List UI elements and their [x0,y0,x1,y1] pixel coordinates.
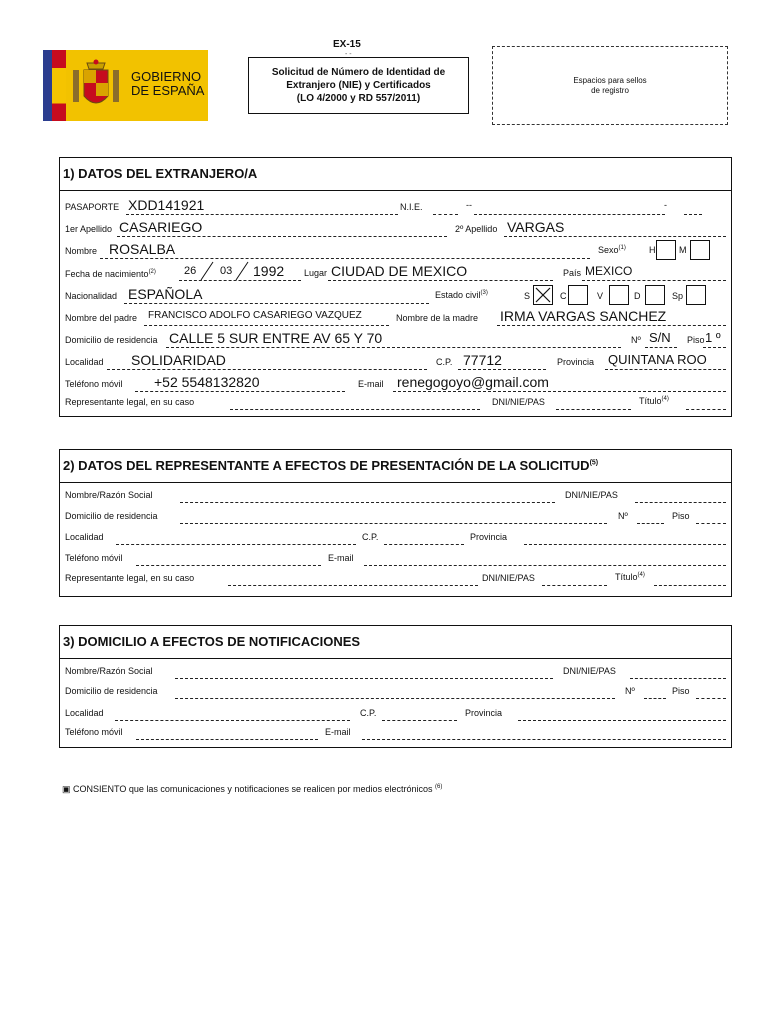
padre-value[interactable]: FRANCISCO ADOLFO CASARIEGO VAZQUEZ [148,310,362,321]
rep-localidad-label: Localidad [65,532,104,542]
consent-sup: (6) [435,784,443,790]
estado-s-checkbox[interactable] [533,285,553,305]
sexo-m-checkbox[interactable] [690,240,710,260]
section2-title-sup: (5) [589,459,599,467]
nombre-value[interactable]: ROSALBA [109,241,176,257]
apellido1-line [117,236,447,237]
rep-num-label: Nº [618,511,628,521]
rep-piso-label: Piso [672,511,690,521]
rep-telefono-line [136,565,321,566]
padre-line [144,325,389,326]
lugar-value[interactable]: CIUDAD DE MEXICO [331,263,468,279]
coat-of-arms-icon [69,58,123,114]
apellido2-line [504,236,726,237]
fecha-line [179,280,301,281]
localidad-label: Localidad [65,357,104,367]
not-domicilio-line [175,698,615,699]
not-localidad-line [115,720,350,721]
fecha-anio[interactable]: 1992 [253,263,285,279]
pasaporte-value[interactable]: XDD141921 [128,197,205,213]
rep-piso-line [696,523,726,524]
padre-label: Nombre del padre [65,313,138,323]
section3-rule [60,658,731,659]
pais-label: País [563,268,582,278]
not-telefono-label: Teléfono móvil [65,727,123,737]
pais-value[interactable]: MEXICO [585,264,633,278]
section-notifications [59,625,732,748]
cp-line [458,369,546,370]
fecha-sup: (2) [148,269,156,275]
estado-sp-label: Sp [672,291,684,301]
nie-mid: -- [466,200,472,210]
rep-dni-line [635,502,726,503]
nombre-line [100,258,590,259]
nie-line2 [474,214,665,215]
dni-label: DNI/NIE/PAS [492,397,545,407]
rep-dni2-line [542,585,607,586]
sexo-m-label: M [679,245,687,255]
titulo-sup: (4) [661,396,669,402]
nacionalidad-value[interactable]: ESPAÑOLA [128,286,203,302]
government-logo [43,50,208,121]
sexo-sup: (1) [618,245,626,251]
section-representative [59,449,732,597]
sexo-label [598,245,626,255]
telefono-label: Teléfono móvil [65,379,123,389]
form-title-box [248,57,469,114]
not-localidad-label: Localidad [65,708,104,718]
rep-localidad-line [116,544,356,545]
form-title-line2: Extranjero (NIE) y Certificados [286,80,431,91]
rep-email-line [364,565,726,566]
section2-title [63,458,598,473]
sexo-label-text: Sexo [598,245,619,255]
not-email-line [362,739,726,740]
estado-d-checkbox[interactable] [645,285,665,305]
not-cp-label: C.P. [360,708,377,718]
rep-dni-label: DNI/NIE/PAS [565,490,618,500]
email-line [393,391,726,392]
rep-num-line [637,523,664,524]
dni-line [556,409,631,410]
titulo-line [686,409,726,410]
form-title-line1: Solicitud de Número de Identidad de [271,67,446,78]
piso-line [703,347,726,348]
estado-s-label: S [524,291,531,301]
section1-title: 1) DATOS DEL EXTRANJERO/A [63,166,258,181]
not-nombre-label: Nombre/Razón Social [65,666,153,676]
estado-v-checkbox[interactable] [609,285,629,305]
provincia-value[interactable]: QUINTANA ROO [608,352,707,367]
form-code-sub: - - [345,51,352,58]
form-code: EX-15 [333,39,361,50]
rep-telefono-label: Teléfono móvil [65,553,123,563]
num-label: Nº [631,335,641,345]
num-line [645,347,677,348]
rep-email-label: E-mail [328,553,354,563]
consent-text: CONSIENTO que las comunicaciones y notificaciones se realicen por medios electrónicos [73,784,433,794]
eu-flag-strip [43,50,52,121]
localidad-line [107,369,427,370]
estado-v-label: V [597,291,604,301]
not-nombre-line [175,678,553,679]
email-label: E-mail [358,379,384,389]
apellido2-label: 2º Apellido [455,224,498,234]
rep-label: Representante legal, en su caso [65,397,195,407]
apellido2-value[interactable]: VARGAS [507,219,565,235]
sexo-h-label: H [649,245,656,255]
titulo-label-text: Título [639,396,662,406]
apellido1-label: 1er Apellido [65,224,113,234]
telefono-line [135,391,345,392]
rep-line [230,409,480,410]
madre-line [497,325,726,326]
spain-flag-strip [52,50,66,121]
not-piso-label: Piso [672,686,690,696]
date-separator-1 [199,261,215,281]
gov-name-line2: DE ESPAÑA [131,83,205,98]
nombre-label: Nombre [65,246,98,256]
not-provincia-label: Provincia [465,708,503,718]
rep-provincia-label: Provincia [470,532,508,542]
estado-sup: (3) [480,290,488,296]
not-provincia-line [518,720,726,721]
rep-titulo-sup: (4) [637,572,645,578]
section2-title-text: 2) DATOS DEL REPRESENTANTE A EFECTOS DE PRESENTACIÓN DE LA SOLICITUD [63,458,590,473]
consent-row[interactable] [62,784,442,795]
fecha-label [65,269,156,279]
not-telefono-line [136,739,318,740]
rep-titulo-label [615,572,645,582]
not-dni-label: DNI/NIE/PAS [563,666,616,676]
rep-cp-label: C.P. [362,532,379,542]
nie-line3 [684,214,702,215]
rep-domicilio-line [180,523,607,524]
nacionalidad-label: Nacionalidad [65,291,118,301]
rep-dni2-label: DNI/NIE/PAS [482,573,535,583]
nie-line1 [433,214,458,215]
piso-label: Piso [687,335,705,345]
provincia-line [605,369,726,370]
estado-sp-checkbox[interactable] [686,285,706,305]
madre-label: Nombre de la madre [396,313,479,323]
rep-nombre-line [180,502,555,503]
estado-d-label: D [634,291,641,301]
rep-provincia-line [524,544,726,545]
estado-label-text: Estado civil [435,290,481,300]
registry-stamp-box [492,46,728,125]
not-num-line [644,698,666,699]
cp-label: C.P. [436,357,453,367]
stamp-line2: de registro [591,86,629,95]
rep-cp-line [384,544,464,545]
rep-titulo-line [654,585,726,586]
estado-c-checkbox[interactable] [568,285,588,305]
checked-x-icon [534,286,552,304]
rep-titulo-label-text: Título [615,572,638,582]
section3-title: 3) DOMICILIO A EFECTOS DE NOTIFICACIONES [63,634,361,649]
gov-name-line1: GOBIERNO [131,69,202,84]
nie-sep: - [664,200,667,210]
localidad-value[interactable]: SOLIDARIDAD [131,352,226,368]
consent-checkbox-icon[interactable]: ▣ [62,784,71,794]
provincia-label: Provincia [557,357,595,367]
domicilio-line [166,347,621,348]
not-num-label: Nº [625,686,635,696]
sexo-h-checkbox[interactable] [656,240,676,260]
date-separator-2 [234,261,250,281]
pasaporte-label: PASAPORTE [65,202,120,212]
rep-domicilio-label: Domicilio de residencia [65,511,158,521]
nacionalidad-line [124,303,429,304]
madre-value[interactable]: IRMA VARGAS SANCHEZ [500,308,667,324]
not-email-label: E-mail [325,727,351,737]
not-piso-line [696,698,726,699]
email-value[interactable]: renegogoyo@gmail.com [397,374,549,390]
stamp-line1: Espacios para sellos [573,76,647,85]
rep-rep-label: Representante legal, en su caso [65,573,195,583]
section-foreigner-data [59,157,732,417]
num-value[interactable]: S/N [649,330,671,345]
cp-value[interactable]: 77712 [463,352,502,368]
piso-value[interactable]: 1 º [705,330,721,345]
fecha-dia[interactable]: 26 [184,265,197,277]
fecha-label-text: Fecha de nacimiento [65,269,149,279]
not-domicilio-label: Domicilio de residencia [65,686,158,696]
apellido1-value[interactable]: CASARIEGO [119,219,203,235]
form-title-line3: (LO 4/2000 y RD 557/2011) [296,93,421,104]
lugar-line [328,280,553,281]
domicilio-label: Domicilio de residencia [65,335,158,345]
rep-nombre-label: Nombre/Razón Social [65,490,153,500]
fecha-mes[interactable]: 03 [220,265,233,277]
telefono-value[interactable]: +52 5548132820 [154,374,260,390]
section2-rule [60,482,731,483]
pais-line [582,280,726,281]
section1-rule [60,190,731,191]
nie-label: N.I.E. [400,202,423,212]
lugar-label: Lugar [304,268,328,278]
not-dni-line [630,678,726,679]
titulo-label [639,396,669,406]
rep-rep-line [228,585,478,586]
not-cp-line [382,720,457,721]
domicilio-value[interactable]: CALLE 5 SUR ENTRE AV 65 Y 70 [169,330,383,346]
estado-label [435,290,488,300]
pasaporte-line [126,214,398,215]
estado-c-label: C [560,291,567,301]
